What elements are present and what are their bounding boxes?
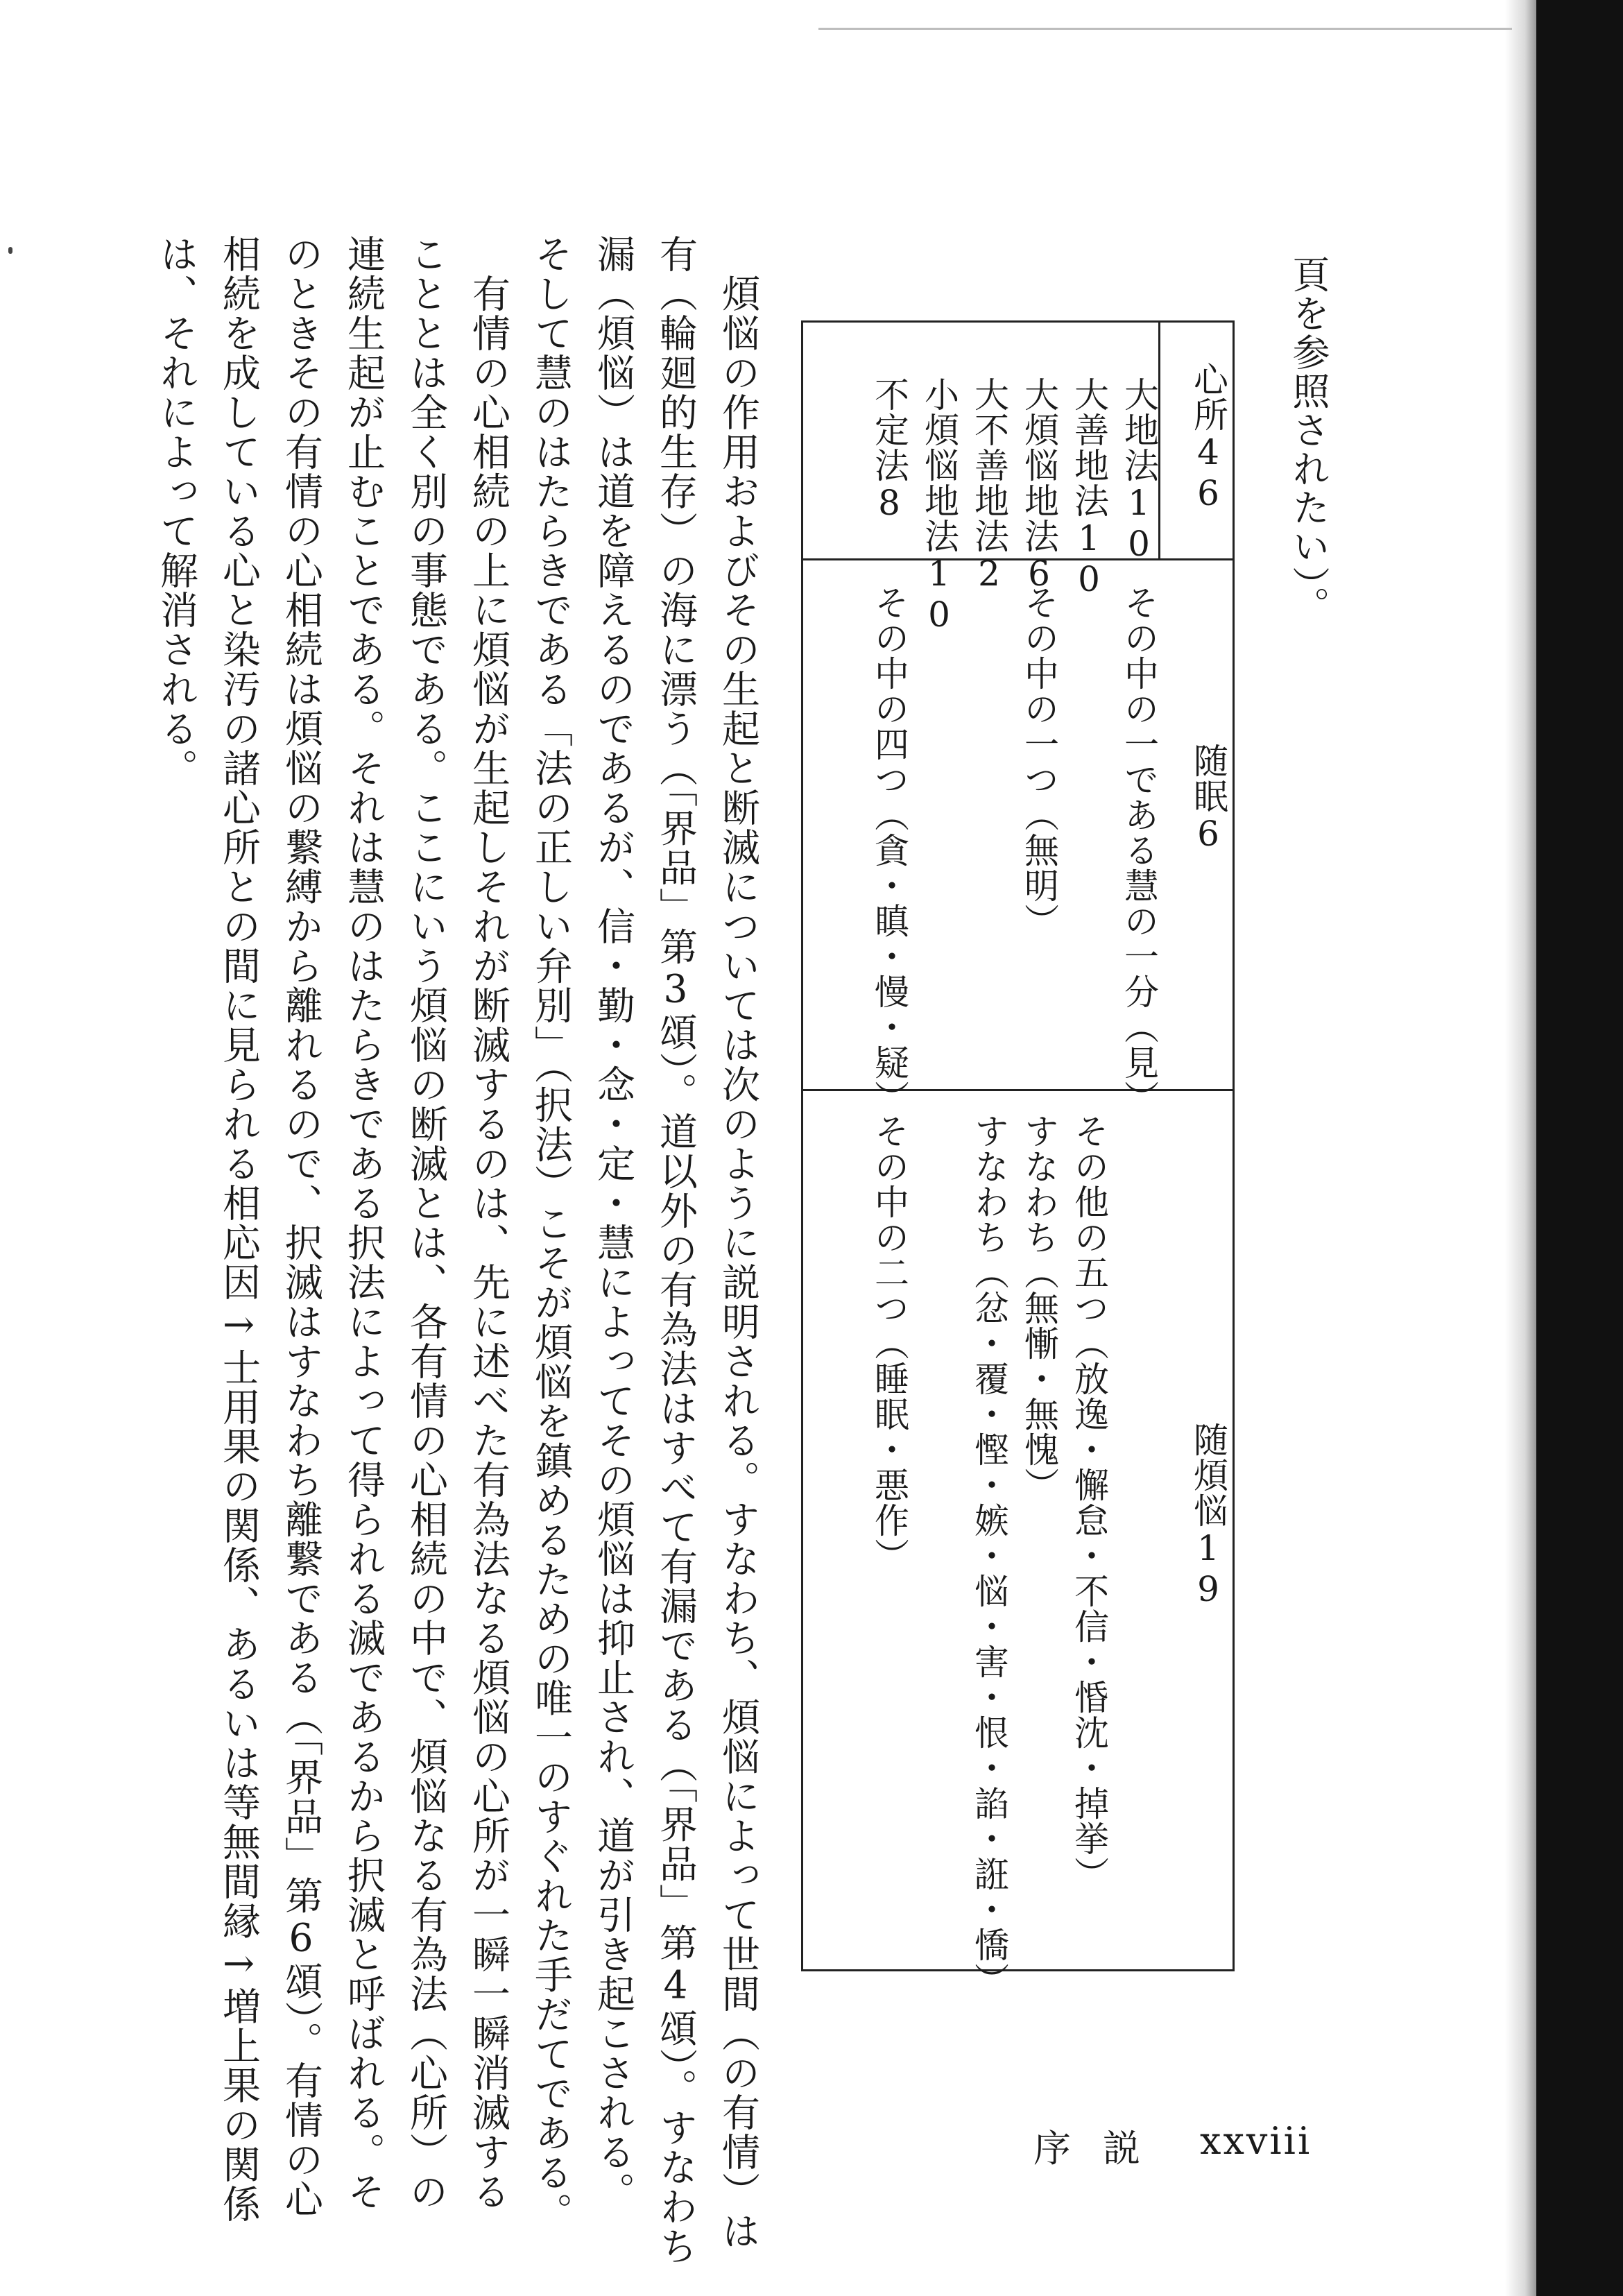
section-title: 序説: [1033, 2127, 1172, 2170]
row-label-fujo: 不定法8: [869, 377, 909, 524]
header-zuimin: 随眠6: [1188, 743, 1228, 855]
zuibonno-daifuzen: すなわち（忿・覆・慳・嫉・悩・害・恨・諂・誑・憍）: [969, 1113, 1009, 1998]
body-line-4: そして慧のはたらきである「法の正しい弁別」（択法）こそが煩悩を鎮めるための唯一のすぐれた手だてである。: [529, 234, 573, 2232]
row-label-daizen: 大善地法10: [1069, 377, 1109, 600]
zuimin-daichi: その中の一である慧の一分（見）: [1119, 585, 1159, 1115]
row-label-shobonno: 小煩悩地法10: [919, 377, 959, 635]
top-edge-line: [818, 0, 1512, 30]
body-line-5: 有情の心相続の上に煩悩が生起しそれが断滅するのは、先に述べた有為法なる煩悩の心所が一瞬一瞬消滅する: [466, 274, 510, 2211]
zuibonno-daizen: その他の五つ（放逸・懈怠・不信・惛沈・掉挙）: [1069, 1113, 1109, 1892]
row-label-daichi: 大地法10: [1119, 377, 1159, 565]
header-shinjo: 心所46: [1188, 361, 1228, 514]
scan-speck: [8, 247, 12, 254]
zuibonno-fujo: その中の二つ（睡眠・悪作）: [869, 1113, 909, 1573]
page-edge-shadow: [1505, 0, 1538, 2296]
body-line-8: のときその有情の心相続は煩悩の繋縛から離れるので、択滅はすなわち離繋である（「界品」第6頌）。有情の心: [279, 234, 323, 2219]
body-line-10: は、それによって解消される。: [154, 234, 198, 788]
mental-factors-table: [801, 320, 1235, 1998]
intro-text: 頁を参照されたい）。: [1287, 255, 1330, 625]
zuibonno-daibonno: すなわち（無慚・無愧）: [1019, 1113, 1059, 1502]
body-line-9: 相続を成している心と染汚の諸心所との間に見られる相応因→士用果の関係、あるいは等無間縁→増上果の関係: [216, 234, 261, 2224]
page-number: xxviii: [1200, 2119, 1312, 2163]
zuimin-fujo: その中の四つ（貪・瞋・慢・疑）: [869, 585, 909, 1115]
row-label-daibonno: 大煩悩地法6: [1019, 377, 1059, 594]
body-line-6: こととは全く別の事態である。ここにいう煩悩の断滅とは、各有情の心相続の中で、煩悩なる有為法（心所）の: [404, 234, 448, 2211]
body-line-7: 連続生起が止むことである。それは慧のはたらきである択法によって得られる滅であるから択滅と呼ばれる。そ: [341, 234, 386, 2211]
body-line-3: 漏（煩悩）は道を障えるのであるが、信・勤・念・定・慧によってその煩悩は抑止され、道が引き起こされる。: [591, 234, 635, 2211]
body-line-2: 有（輪廻的生存）の海に漂う（「界品」第3頌）。道以外の有為法はすべて有漏である（「界品」第4頌）。すなわち: [653, 234, 698, 2266]
row-label-daifuzen: 大不善地法2: [969, 377, 1009, 594]
scan-border: [1536, 0, 1623, 2296]
header-zuibonno: 随煩悩19: [1188, 1422, 1228, 1610]
zuimin-daibonno: その中の一つ（無明）: [1019, 585, 1059, 939]
body-line-1: 煩悩の作用およびその生起と断滅については次のように説明される。すなわち、煩悩によって世間（の有情）は: [716, 274, 760, 2251]
